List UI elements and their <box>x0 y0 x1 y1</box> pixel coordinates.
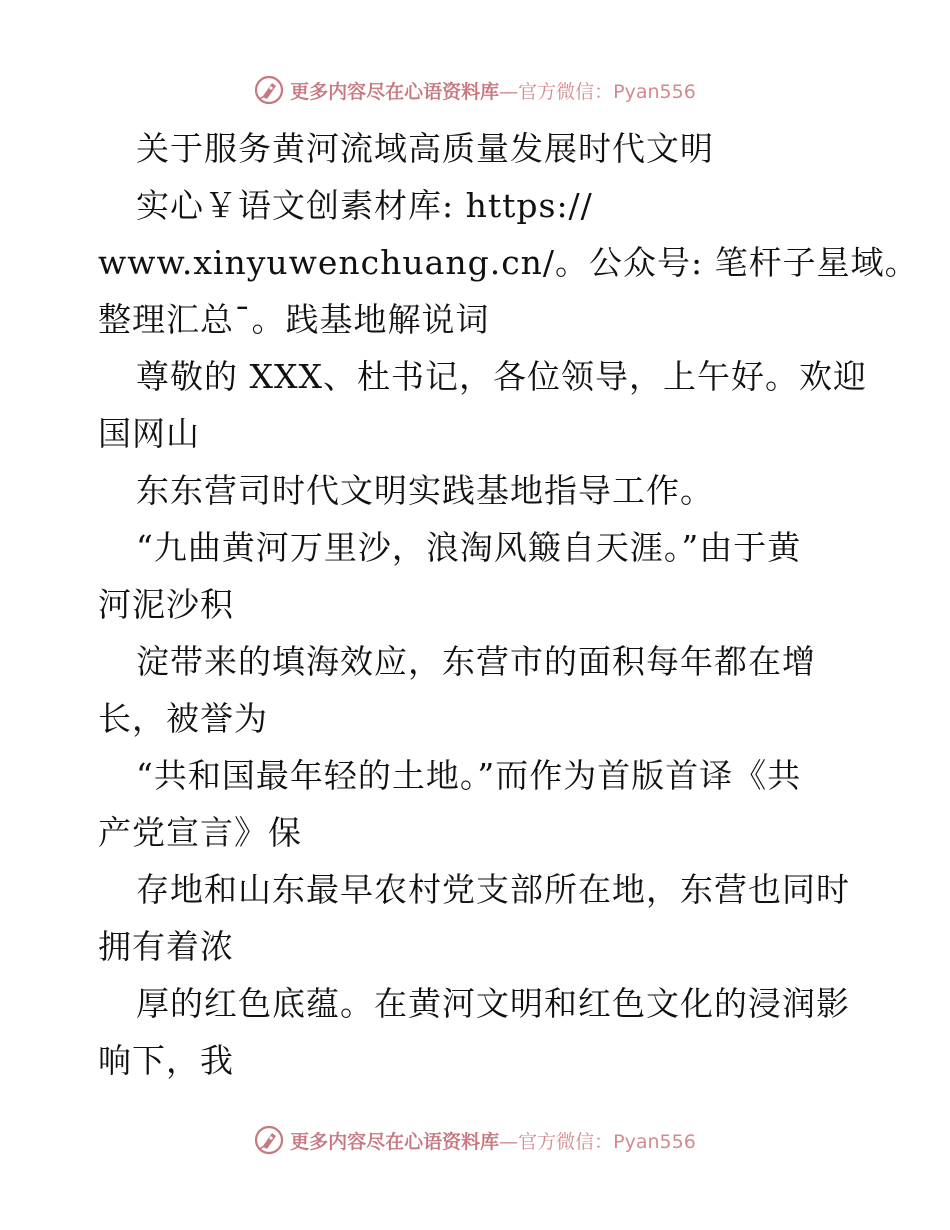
text-line: 拥有着浓 <box>98 927 234 966</box>
text-line: 国网山 <box>98 414 200 453</box>
text-line: 东东营司时代文明实践基地指导工作。 <box>136 471 714 510</box>
text-line: 淀带来的填海效应，东营市的面积每年都在增 <box>136 642 816 681</box>
document-body <box>98 120 919 1089</box>
text-line: 关于服务黄河流域高质量发展时代文明 <box>136 129 714 168</box>
text-line: “共和国最年轻的土地。”而作为首版首译《共 <box>136 756 802 795</box>
banner-main-text: 更多内容尽在心语资料库 <box>290 1130 500 1153</box>
banner-wechat-text: —官方微信：Pyan556 <box>499 80 696 103</box>
text-line: 产党宣言》保 <box>98 813 302 852</box>
banner-wechat-text: —官方微信：Pyan556 <box>499 1130 696 1153</box>
text-line: www.xinyuwenchuang.cn/。公众号: 笔杆子星域。 <box>98 243 919 282</box>
text-line: 存地和山东最早农村党支部所在地，东营也同时 <box>136 870 850 909</box>
text-line: 尊敬的 XXX、杜书记，各位领导，上午好。欢迎 <box>136 357 867 396</box>
text-line: 响下，我 <box>98 1041 234 1080</box>
text-line: 整理汇总¯。践基地解说词 <box>98 300 490 339</box>
text-line: “九曲黄河万里沙，浪淘风簸自天涯。”由于黄 <box>136 528 802 567</box>
footer-banner <box>0 1120 950 1160</box>
text-line: 长，被誉为 <box>98 699 268 738</box>
banner-main-text: 更多内容尽在心语资料库 <box>290 80 500 103</box>
pen-nib-logo-icon <box>254 75 284 105</box>
text-line: 实心￥语文创素材库: https:// <box>136 186 593 225</box>
text-line: 厚的红色底蕴。在黄河文明和红色文化的浸润影 <box>136 984 850 1023</box>
header-banner <box>0 70 950 110</box>
pen-nib-logo-icon <box>254 1125 284 1155</box>
text-line: 河泥沙积 <box>98 585 234 624</box>
